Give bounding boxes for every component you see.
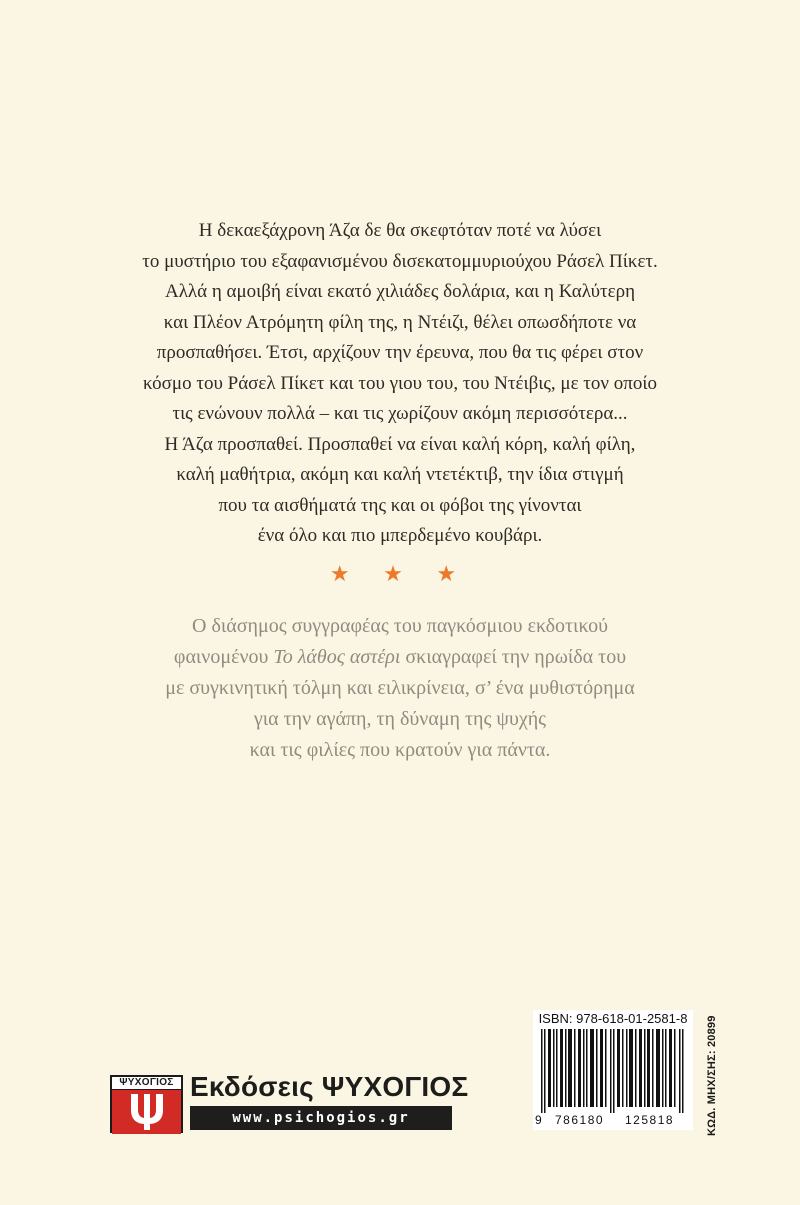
product-code: ΚΩΔ. ΜΗΧ/ΣΗΣ: 20899: [706, 1015, 718, 1136]
blurb-line: Η Άζα προσπαθεί. Προσπαθεί να είναι καλή κόρη, καλή φίλη,: [164, 433, 636, 455]
star-icon: ★: [329, 561, 364, 586]
blurb-line: το μυστήριο του εξαφανισμένου δισεκατομμυριούχου Ράσελ Πίκετ.: [142, 250, 658, 272]
author-blurb-line: και τις φιλίες που κρατούν για πάντα.: [249, 739, 551, 761]
barcode-digits-right: 125818: [625, 1113, 675, 1127]
barcode-bars: [541, 1029, 689, 1113]
author-blurb-line: για την αγάπη, τη δύναμη της ψυχής: [253, 708, 547, 730]
blurb-line: και Πλέον Ατρόμητη φίλη της, η Ντέιζι, θέλει οπωσδήποτε να: [163, 311, 637, 333]
author-blurb: [90, 611, 710, 766]
author-blurb-text: φαινομένου: [173, 646, 274, 668]
blurb-line: που τα αισθήματά της και οι φόβοι της γίνονται: [218, 494, 582, 516]
back-cover-blurb: [90, 216, 710, 552]
author-blurb-line: [90, 642, 710, 673]
publisher-url: www.psichogios.gr: [190, 1106, 452, 1130]
blurb-line: προσπαθήσει. Έτσι, αρχίζουν την έρευνα, που θα τις φέρει στον: [156, 342, 644, 363]
previous-book-title: Το λάθος αστέρι: [273, 646, 401, 668]
blurb-line: τις ενώνουν πολλά – και τις χωρίζουν ακόμη περισσότερα...: [172, 403, 628, 424]
author-blurb-line: Ο διάσημος συγγραφέας του παγκόσμιου εκδοτικού: [192, 615, 608, 637]
author-blurb-text: σκιαγραφεί την ηρωίδα του: [400, 646, 627, 668]
blurb-line: Η δεκαεξάχρονη Άζα δε θα σκεφτόταν ποτέ να λύσει: [198, 220, 602, 241]
star-icon: ★: [436, 561, 471, 586]
publisher-logo-word: ΨΥΧΟΓΙΟΣ: [112, 1077, 181, 1090]
barcode-digits-left: 786180: [555, 1113, 605, 1127]
publisher-logo: [110, 1075, 183, 1133]
isbn-label: ISBN: 978-618-01-2581-8: [538, 1011, 688, 1026]
barcode-digit-first: 9: [535, 1113, 542, 1127]
star-separator: [0, 561, 800, 587]
psi-icon: [112, 1090, 181, 1134]
blurb-line: καλή μαθήτρια, ακόμη και καλή ντετέκτιβ, την ίδια στιγμή: [176, 464, 624, 485]
publisher-name: Εκδόσεις ΨΥΧΟΓΙΟΣ: [190, 1071, 469, 1102]
blurb-line: Αλλά η αμοιβή είναι εκατό χιλιάδες δολάρια, και η Καλύτερη: [164, 281, 636, 302]
author-blurb-line: με συγκινητική τόλμη και ειλικρίνεια, σ’ ένα μυθιστόρημα: [165, 677, 635, 699]
star-icon: ★: [383, 561, 417, 586]
isbn-barcode: [533, 1010, 693, 1130]
blurb-line: κόσμο του Ράσελ Πίκετ και του γιου του, του Ντέιβις, με τον οποίο: [143, 372, 657, 394]
blurb-line: ένα όλο και πιο μπερδεμένο κουβάρι.: [257, 525, 543, 546]
